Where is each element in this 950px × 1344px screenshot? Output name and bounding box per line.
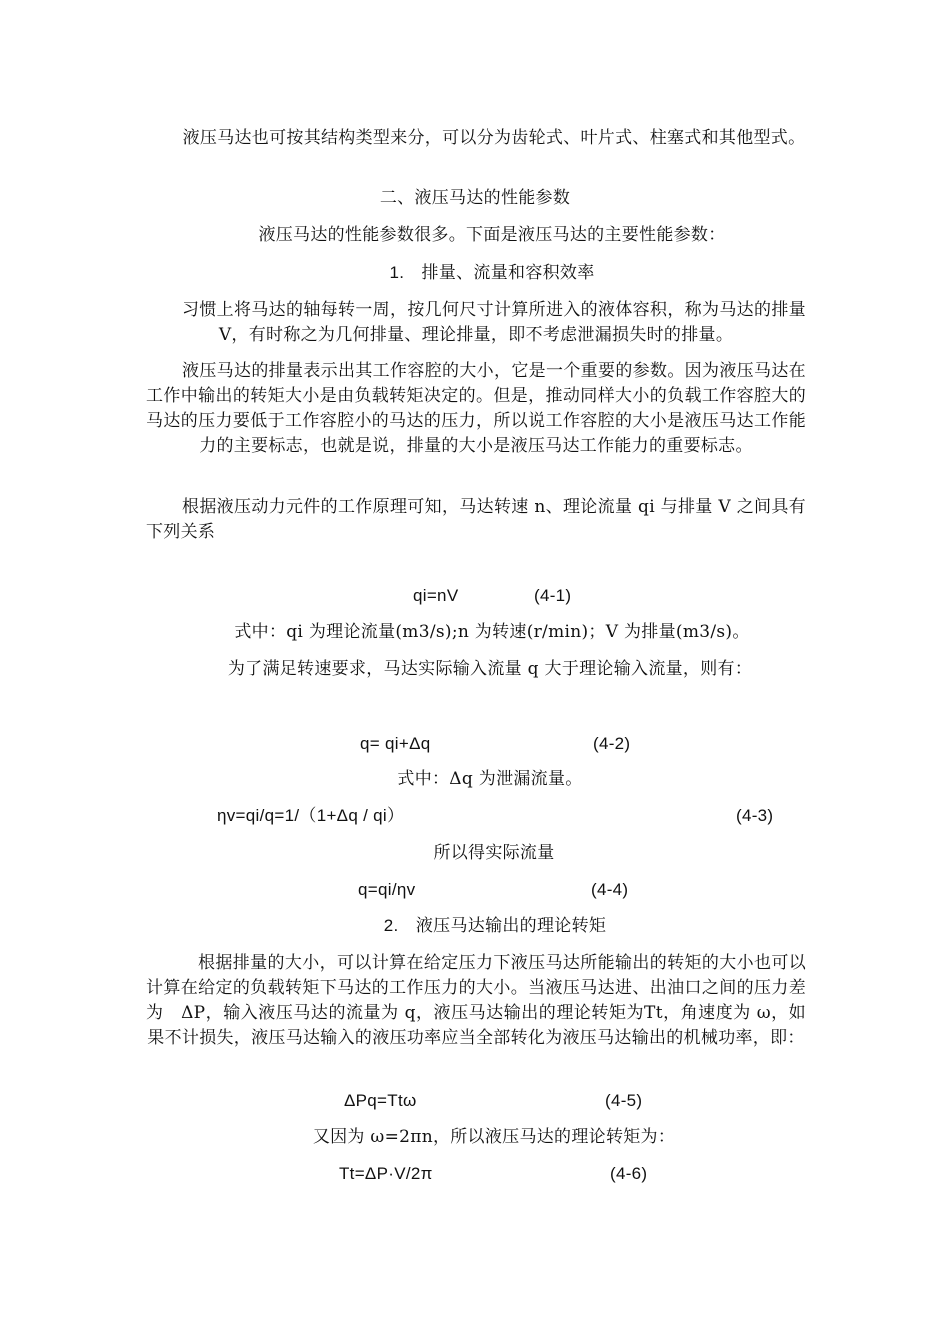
equation-formula: q= qi+Δq: [360, 734, 431, 753]
paragraph-displacement-importance: 液压马达的排量表示出其工作容腔的大小，它是一个重要的参数。因为液压马达在工作中输出的转矩大小是由负载转矩决定的。但是，推动同样大小的负载工作容腔大的马达的压力要低于工作容腔小的马达的压力，所以说工作容腔的大小是液压马达工作能力的主要标志，也就是说，排量的大小是液压马达工作能力的重要标志。: [146, 361, 806, 456]
subheading-torque: 2. 液压马达输出的理论转矩: [383, 916, 607, 935]
equation-formula: qi=nV: [413, 586, 459, 605]
equation-number: (4-6): [610, 1164, 648, 1183]
equation-formula: Tt=ΔP·V/2π: [339, 1164, 433, 1183]
paragraph-leakage: 式中：Δq 为泄漏流量。: [397, 769, 583, 789]
equation-number: (4-5): [605, 1091, 643, 1110]
subheading-displacement: 1. 排量、流量和容积效率: [389, 263, 595, 282]
equation-number: (4-4): [591, 880, 629, 899]
equation-formula: q=qi/ηv: [358, 880, 416, 899]
paragraph-intro: 液压马达的性能参数很多。下面是液压马达的主要性能参数：: [258, 225, 726, 245]
section-title: 二、液压马达的性能参数: [379, 188, 571, 208]
equation-number: (4-2): [593, 734, 631, 753]
equation-formula: ηv=qi/q=1/（1+Δq / qi）: [217, 806, 405, 825]
equation-number: (4-1): [534, 586, 572, 605]
paragraph-displacement-definition: 习惯上将马达的轴每转一周，按几何尺寸计算所进入的液体容积，称为马达的排量V，有时称之为几何排量、理论排量，即不考虑泄漏损失时的排量。: [182, 300, 806, 345]
paragraph-angular-velocity: 又因为 ω=2πn，所以液压马达的理论转矩为：: [312, 1127, 676, 1147]
paragraph-actual-flow-result: 所以得实际流量: [433, 843, 555, 863]
paragraph-actual-flow: 为了满足转速要求，马达实际输入流量 q 大于理论输入流量，则有：: [227, 659, 753, 679]
paragraph-variable-definitions: 式中：qi 为理论流量(m3/s);n 为转速(r/min)；V 为排量(m3/s)。: [234, 622, 750, 642]
equation-number: (4-3): [736, 806, 774, 825]
equation-formula: ΔPq=Ttω: [344, 1091, 417, 1110]
paragraph-structure-types: 液压马达也可按其结构类型来分，可以分为齿轮式、叶片式、柱塞式和其他型式。: [182, 128, 806, 148]
paragraph-relation: 根据液压动力元件的工作原理可知，马达转速 n、理论流量 qi 与排量 V 之间具有下列关系: [146, 497, 806, 542]
paragraph-torque-derivation: 根据排量的大小，可以计算在给定压力下液压马达所能输出的转矩的大小也可以计算在给定的负载转矩下马达的工作压力的大小。当液压马达进、出油口之间的压力差为 ΔP，输入液压马达的流量为 q，液压马达输出的理论转矩为Tt，角速度为 ω，如果不计损失，液压马达输入的液压功率应当全部转化为液压马达输出的机械功率，即：: [146, 953, 806, 1048]
